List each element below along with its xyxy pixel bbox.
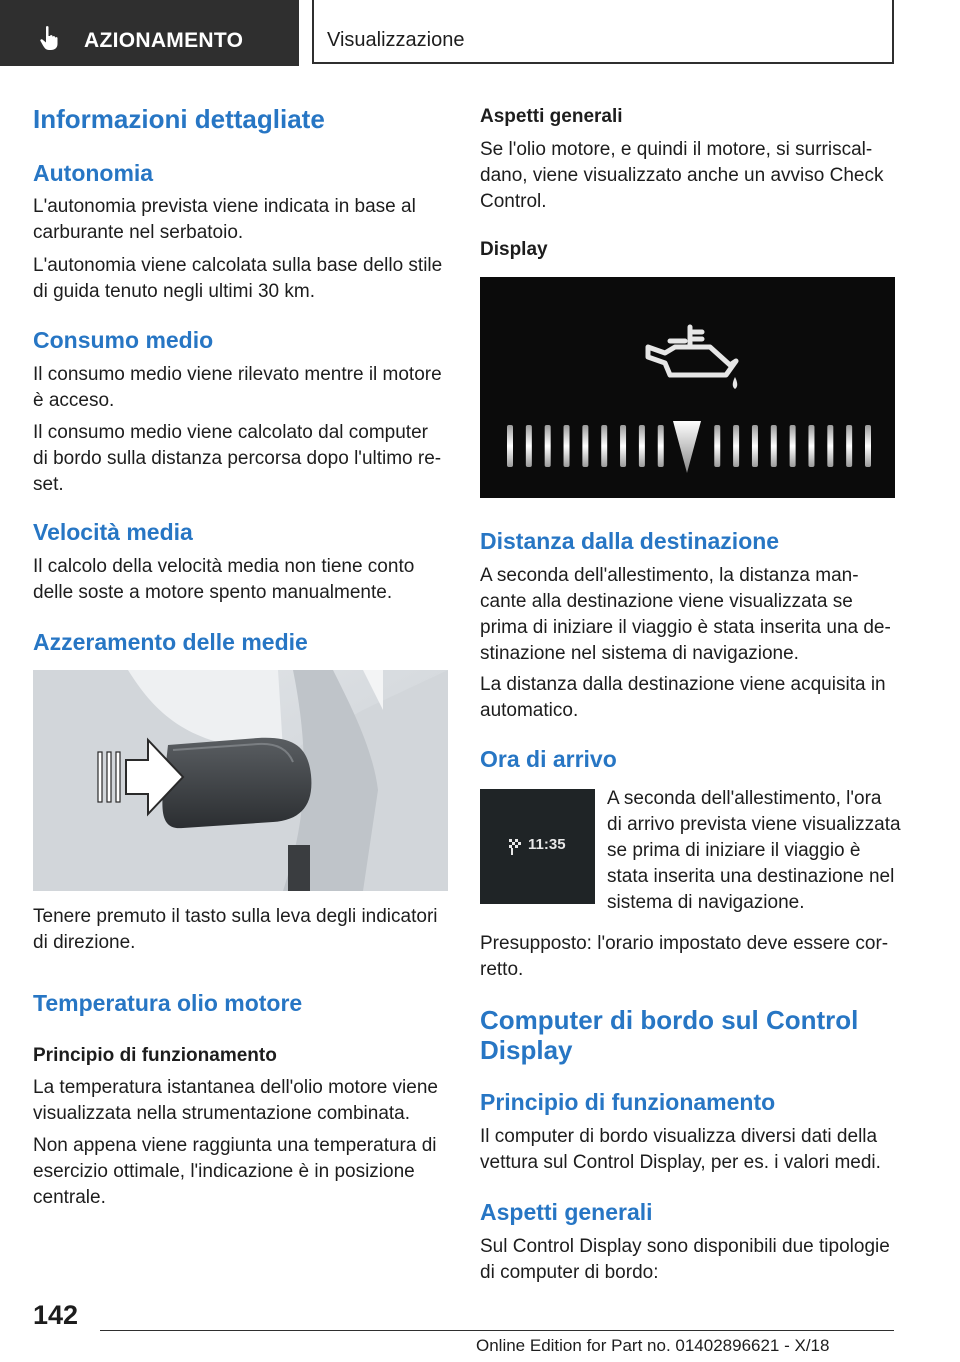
lever-image-icon xyxy=(33,670,448,891)
paragraph-line: L'autonomia prevista viene indicata in base al xyxy=(33,196,416,217)
paragraph-line: La temperatura istantanea dell'olio motore viene xyxy=(33,1077,438,1098)
gauge-tick xyxy=(733,425,739,467)
section-tab xyxy=(0,0,299,66)
gauge-tick xyxy=(658,425,664,467)
gauge-tick xyxy=(639,425,645,467)
heading-computer-bordo: Computer di bordo sul Control xyxy=(480,1005,859,1035)
arrival-time-display xyxy=(480,789,595,904)
paragraph-line: di direzione. xyxy=(33,932,136,953)
paragraph-line: esercizio ottimale, l'indicazione è in posizione xyxy=(33,1161,415,1182)
heading-computer-bordo-line2: Display xyxy=(480,1035,573,1065)
paragraph-line: Se l'olio motore, e quindi il motore, si surriscal- xyxy=(480,139,873,160)
paragraph-line: visualizzata nella strumentazione combinata. xyxy=(33,1103,411,1124)
gauge-tick xyxy=(620,425,626,467)
paragraph-line: Il computer di bordo visualizza diversi dati della xyxy=(480,1126,878,1147)
paragraph-line: sistema di navigazione. xyxy=(607,892,805,913)
heading-principio-funzionamento: Principio di funzionamento xyxy=(480,1089,776,1115)
hand-pointer-icon xyxy=(38,25,64,51)
paragraph-line: retto. xyxy=(480,959,524,980)
section-title: AZIONAMENTO xyxy=(84,29,244,52)
paragraph-line: automatico. xyxy=(480,700,579,721)
paragraph-line: è acceso. xyxy=(33,390,115,411)
subheading-principio: Principio di funzionamento xyxy=(33,1045,277,1066)
paragraph-line: Il consumo medio viene rilevato mentre il motore xyxy=(33,364,442,385)
paragraph-line: Il calcolo della velocità media non tiene conto xyxy=(33,556,415,577)
heading-informazioni: Informazioni dettagliate xyxy=(33,104,325,134)
paragraph-line: Tenere premuto il tasto sulla leva degli indicatori xyxy=(33,906,438,927)
footer-divider xyxy=(100,1330,894,1331)
gauge-tick xyxy=(526,425,532,467)
heading-velocita-media: Velocità media xyxy=(33,519,193,545)
subsection-tab xyxy=(312,0,894,64)
paragraph-line: A seconda dell'allestimento, l'ora xyxy=(607,788,882,809)
heading-autonomia: Autonomia xyxy=(33,160,154,186)
heading-ora-arrivo: Ora di arrivo xyxy=(480,746,617,772)
gauge-tick xyxy=(790,425,796,467)
gauge-tick xyxy=(564,425,570,467)
heading-distanza-destinazione: Distanza dalla destinazione xyxy=(480,528,780,554)
heading-temperatura-olio: Temperatura olio motore xyxy=(33,990,303,1016)
gauge-tick xyxy=(507,425,513,467)
paragraph-line: stinazione nel sistema di navigazione. xyxy=(480,643,799,664)
paragraph-line: di bordo sulla distanza percorsa dopo l'ultimo re- xyxy=(33,448,442,469)
oil-temperature-display xyxy=(480,277,895,498)
paragraph-line: di computer di bordo: xyxy=(480,1262,659,1283)
paragraph-line: se prima di iniziare il viaggio è xyxy=(607,840,861,861)
paragraph-line: set. xyxy=(33,474,64,495)
gauge-tick xyxy=(827,425,833,467)
paragraph-line: cante alla destinazione viene visualizzata se xyxy=(480,591,853,612)
heading-aspetti-generali: Aspetti generali xyxy=(480,1199,653,1225)
paragraph-line: A seconda dell'allestimento, la distanza man- xyxy=(480,565,859,586)
paragraph-line: centrale. xyxy=(33,1187,106,1208)
paragraph-line: vettura sul Control Display, per es. i valori medi. xyxy=(480,1152,881,1173)
turn-signal-lever-illustration xyxy=(33,670,448,891)
paragraph-line: Sul Control Display sono disponibili due tipologie xyxy=(480,1236,890,1257)
gauge-tick xyxy=(752,425,758,467)
paragraph-line: dano, viene visualizzato anche un avviso Check xyxy=(480,165,884,186)
subheading-aspetti-generali: Aspetti generali xyxy=(480,106,623,127)
paragraph-line: delle soste a motore spento manualmente. xyxy=(33,582,393,603)
paragraph-line: Non appena viene raggiunta una temperatura di xyxy=(33,1135,437,1156)
oil-gauge-image xyxy=(480,277,895,498)
paragraph-line: La distanza dalla destinazione viene acquisita in xyxy=(480,674,886,695)
paragraph-line: L'autonomia viene calcolata sulla base dello stile xyxy=(33,255,443,276)
paragraph-line: carburante nel serbatoio. xyxy=(33,222,244,243)
paragraph-line: prima di iniziare il viaggio è stata inserita una de- xyxy=(480,617,891,638)
paragraph-line: di guida tenuto negli ultimi 30 km. xyxy=(33,281,315,302)
gauge-tick xyxy=(545,425,551,467)
paragraph-line: stata inserita una destinazione nel xyxy=(607,866,895,887)
gauge-tick xyxy=(846,425,852,467)
gauge-tick xyxy=(714,425,720,467)
gauge-tick xyxy=(808,425,814,467)
gauge-tick xyxy=(582,425,588,467)
paragraph-line: Presupposto: l'orario impostato deve essere cor- xyxy=(480,933,889,954)
subheading-display: Display xyxy=(480,239,548,260)
subsection-title: Visualizzazione xyxy=(327,29,465,51)
edition-note: Online Edition for Part no. 01402896621 - X/18 xyxy=(476,1336,830,1355)
arrival-time-value: 11:35 xyxy=(528,836,566,853)
paragraph-line: Control. xyxy=(480,191,547,212)
gauge-tick xyxy=(771,425,777,467)
page-number: 142 xyxy=(33,1300,79,1330)
paragraph-line: Il consumo medio viene calcolato dal computer xyxy=(33,422,428,443)
gauge-tick xyxy=(865,425,871,467)
heading-consumo-medio: Consumo medio xyxy=(33,327,214,353)
gauge-tick xyxy=(601,425,607,467)
paragraph-line: di arrivo prevista viene visualizzata xyxy=(607,814,901,835)
heading-azzeramento: Azzeramento delle medie xyxy=(33,629,308,655)
